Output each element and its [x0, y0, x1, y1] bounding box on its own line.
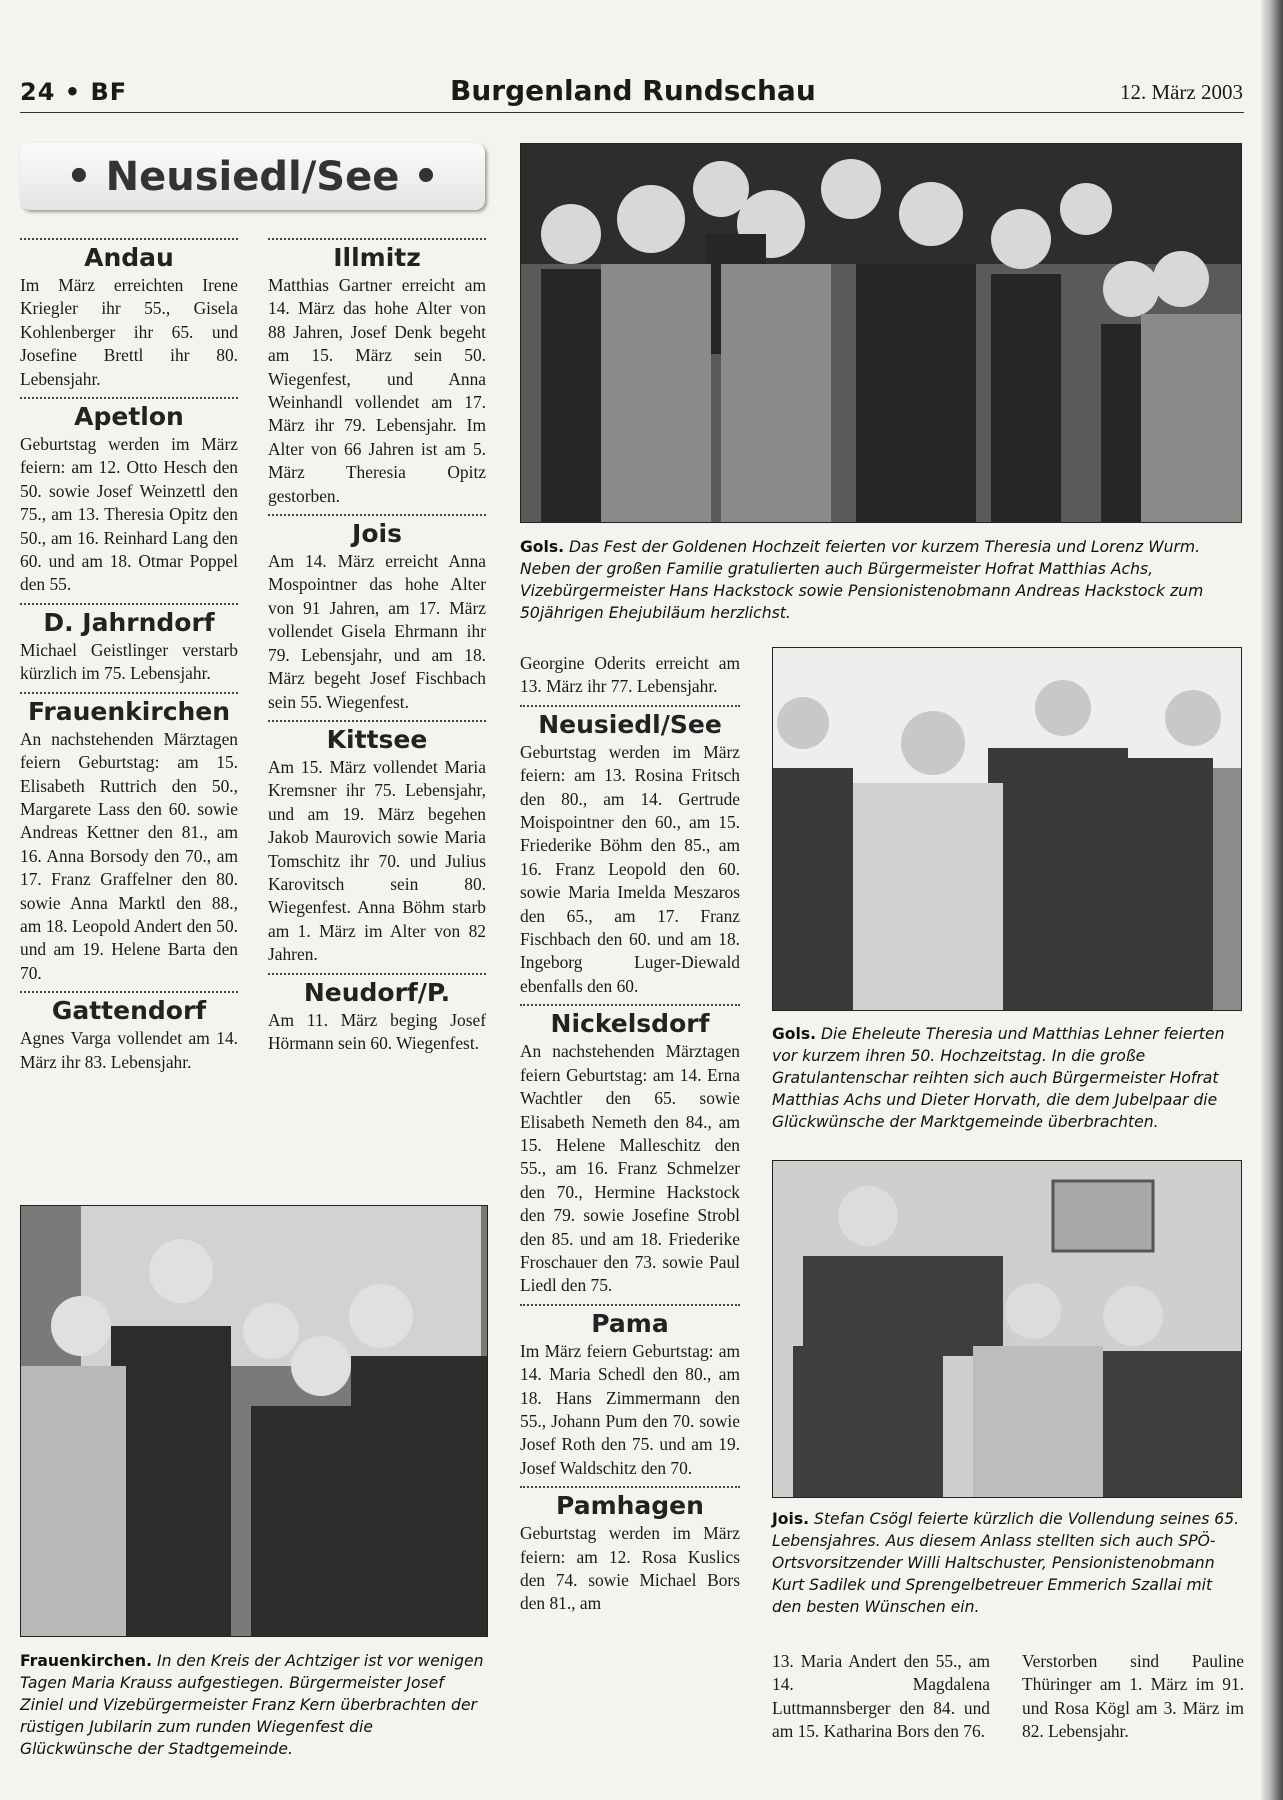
article-title: Illmitz: [333, 243, 421, 272]
article-body: Agnes Varga vollendet am 14. März ihr 83. Lebensjahr.: [20, 1028, 238, 1072]
caption-text: Stefan Csögl feierte kürzlich die Vollendung seines 65. Lebensjahres. Aus diesem Anlass stellten sich auch SPÖ-Ortsvorsitzender Willi Haltschuster, Pensionistenobmann Kurt Sadilek und Sprengelbetreuer Emmerich Szallai mit den besten Wünschen ein.: [772, 1510, 1240, 1616]
article-body: An nachstehenden Märztagen feiern Geburtstag: am 15. Elisabeth Ruttrich den 50., Margarete Lass den 60. sowie Andreas Kettner den 81., am 16. Anna Borsody den 70., am 17. Franz Graffelner den 80. sowie Anna Marktl den 88., am 18. Leopold Andert den 50. und am 19. Helene Barta den 70.: [20, 728, 238, 983]
article-body: Am 14. März erreicht Anna Mospointner das hohe Alter von 91 Jahren, am 17. März vollendet Gisela Ehrmann ihr 79. Lebensjahr, und am 18. März begeht Josef Fischbach sein 55. Wiegenfest.: [268, 551, 486, 712]
header-rule: [20, 112, 1244, 113]
caption-text: In den Kreis der Achtziger ist vor wenigen Tagen Maria Krauss aufgestiegen. Bürgermeister Josef Ziniel und Vizebürgermeister Franz Kern überbrachten der rüstigen Jubilarin zum runden Wiegenfest die Glückwünsche der Stadtgemeinde.: [20, 1652, 484, 1758]
article-title: Andau: [84, 243, 174, 272]
article-body: An nachstehenden Märztagen feiern Geburtstag: am 14. Erna Wachtler den 65. sowie Elisabeth Nemeth den 84., am 15. Helene Malleschitz den 55., am 16. Franz Schmelzer den 70., Hermine Hackstock den 79. sowie Josefine Strobl den 85. und am 18. Friederike Froschauer den 73. sowie Paul Liedl den 75.: [520, 1041, 740, 1296]
page-number: 24 • BF: [20, 78, 128, 106]
article-title: Pamhagen: [556, 1491, 704, 1521]
column-4-continuation: [772, 1650, 990, 1744]
region-banner: • Neusiedl/See •: [20, 143, 485, 210]
article-pamhagen: [520, 1486, 740, 1616]
article-continuation: 13. Maria Andert den 55., am 14. Magdalena Luttmannsberger den 84. und am 15. Katharina Bors den 76.: [772, 1651, 990, 1742]
article-title: Kittsee: [326, 724, 428, 754]
article-title: Nickelsdorf: [550, 1009, 710, 1039]
caption-place: Jois.: [772, 1510, 810, 1528]
photo-gols-lehner: [772, 647, 1242, 1011]
article-pama: [520, 1304, 740, 1480]
article-intro: Georgine Oderits erreicht am 13. März ihr 77. Lebensjahr.: [520, 653, 740, 697]
caption-place: Gols.: [772, 1025, 817, 1043]
page-edge-shadow: [1261, 0, 1283, 1800]
article-title: Jois: [352, 519, 402, 549]
article-d-jahrndorf: [20, 603, 238, 686]
article-body: Michael Geistlinger verstarb kürzlich im 75. Lebensjahr.: [20, 639, 238, 684]
article-kittsee: [268, 720, 486, 967]
caption-frauenkirchen: [20, 1650, 490, 1760]
article-body: Geburtstag werden im März feiern: am 13. Rosina Fritsch den 80., am 14. Gertrude Moispointner den 60., am 15. Friederike Böhm den 85., am 16. Franz Leopold den 60. sowie Maria Imelda Meszaros den 65., am 17. Franz Fischbach den 60. und am 18. Ingeborg Luger-Diewald ebenfalls den 60.: [520, 741, 740, 996]
caption-place: Gols.: [520, 538, 565, 556]
caption-jois: [772, 1508, 1244, 1618]
column-1: [20, 238, 238, 1074]
article-neusiedl: [520, 705, 740, 998]
article-body: Im März erreichten Irene Kriegler ihr 55., Gisela Kohlenberger ihr 65. und Josefine Brettl ihr 80. Lebensjahr.: [20, 275, 238, 389]
article-body: Am 15. März vollendet Maria Kremsner ihr 75. Lebensjahr, und am 19. März begehen Jakob Maurovich sowie Maria Tomschitz ihr 70. und Julius Karovitsch sein 80. Wiegenfest. Anna Böhm starb am 1. März im Alter von 82 Jahren.: [268, 756, 486, 965]
column-5-continuation: [1022, 1650, 1244, 1744]
photo-gols-golden-wedding: [520, 143, 1242, 523]
article-body: Im März feiern Geburtstag: am 14. Maria Schedl den 80., am 18. Hans Zimmermann den 55., Johann Pum den 70. sowie Josef Roth den 75. und am 19. Josef Waldschitz den 70.: [520, 1340, 740, 1478]
photo-frauenkirchen-krauss: [20, 1205, 488, 1637]
caption-gols-2: [772, 1023, 1244, 1133]
photo-jois-csoegl: [772, 1160, 1242, 1498]
column-2: [268, 238, 486, 1055]
newspaper-title: Burgenland Rundschau: [450, 74, 816, 107]
article-body: Am 11. März beging Josef Hörmann sein 60. Wiegenfest.: [268, 1009, 486, 1053]
article-title: Gattendorf: [51, 996, 207, 1026]
article-nickelsdorf: [520, 1004, 740, 1297]
article-body: Geburtstag werden im März feiern: am 12. Rosa Kuslics den 74. sowie Michael Bors den 81., am: [520, 1523, 740, 1614]
article-gattendorf: [20, 991, 238, 1074]
caption-place: Frauenkirchen.: [20, 1652, 152, 1670]
article-illmitz: [268, 238, 486, 508]
article-title: Neusiedl/See: [538, 709, 722, 739]
article-title: Neudorf/P.: [303, 977, 451, 1007]
article-neudorf: [268, 973, 486, 1056]
article-continuation: Verstorben sind Pauline Thüringer am 1. März im 91. und Rosa Kögl am 3. März im 82. Lebensjahr.: [1022, 1651, 1244, 1742]
article-andau: [20, 238, 238, 391]
article-title: Apetlon: [74, 402, 184, 432]
article-title: D. Jahrndorf: [43, 607, 215, 637]
column-3: [520, 652, 740, 1616]
article-title: Pama: [591, 1308, 669, 1338]
article-body: Matthias Gartner erreicht am 14. März das hohe Alter von 88 Jahren, Josef Denk begeht am 15. März sein 50. Wiegenfest, und Anna Weinhandl vollendet am 17. März ihr 79. Lebensjahr. Im Alter von 66 Jahren ist am 5. März Theresia Opitz gestorben.: [268, 275, 486, 506]
article-jois: [268, 514, 486, 714]
caption-text: Das Fest der Goldenen Hochzeit feierten vor kurzem Theresia und Lorenz Wurm. Neben der großen Familie gratulierten auch Bürgermeister Hofrat Matthias Achs, Vizebürgermeister Hans Hackstock sowie Pensionistenobmann Andreas Hackstock zum 50jährigen Ehejubiläum herzlichst.: [520, 538, 1204, 622]
article-frauenkirchen: [20, 692, 238, 985]
caption-text: Die Eheleute Theresia und Matthias Lehner feierten vor kurzem ihren 50. Hochzeitstag. In die große Gratulantenschar reihten sich auch Bürgermeister Hofrat Matthias Achs und Dieter Horvath, die dem Jubelpaar die Glückwünsche der Marktgemeinde überbrachten.: [772, 1025, 1225, 1131]
article-body: Geburtstag werden im März feiern: am 12. Otto Hesch den 50. sowie Josef Weinzettl den 75., am 13. Theresia Opitz den 50., am 16. Reinhard Lang den 60. und am 18. Otmar Poppel den 55.: [20, 434, 238, 595]
article-apetlon: [20, 397, 238, 597]
article-title: Frauenkirchen: [27, 696, 231, 726]
caption-gols-1: [520, 536, 1244, 624]
issue-date: 12. März 2003: [1119, 80, 1243, 104]
